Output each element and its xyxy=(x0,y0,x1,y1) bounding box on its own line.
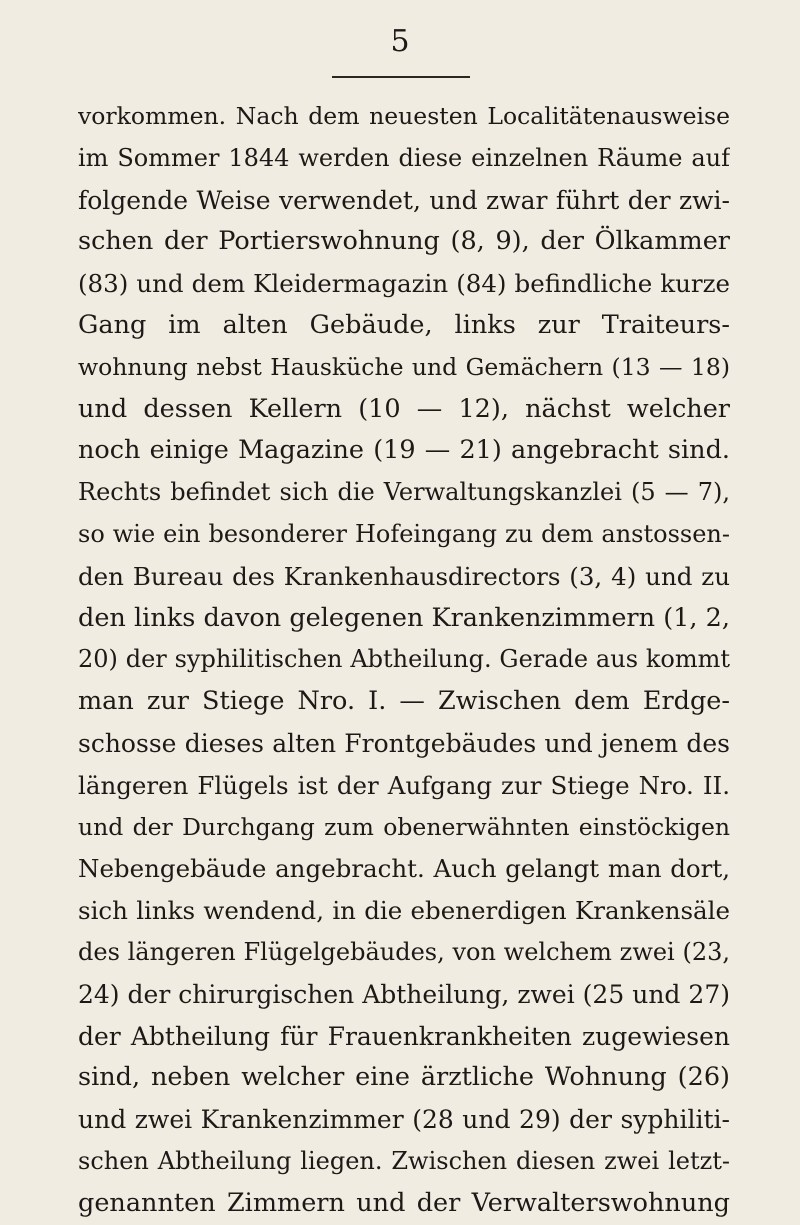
text-line: im Sommer 1844 werden diese einzelnen Räume auf xyxy=(78,143,730,172)
body-text xyxy=(78,96,730,1225)
text-line: und zwei Krankenzimmer (28 und 29) der syphiliti- xyxy=(78,1105,730,1135)
text-line: so wie ein besonderer Hofeingang zu dem anstossen- xyxy=(78,519,730,548)
text-line: genannten Zimmern und der Verwalterswohnung xyxy=(78,1187,730,1218)
text-line: und dessen Kellern (10 — 12), nächst welcher xyxy=(78,393,730,424)
text-line: längeren Flügels ist der Aufgang zur Stiege Nro. II. xyxy=(78,770,730,800)
text-line: Rechts befindet sich die Verwaltungskanzlei (5 — 7), xyxy=(78,478,730,507)
text-line: den links davon gelegenen Krankenzimmern (1, 2, xyxy=(78,602,730,633)
text-line: (83) und dem Kleidermagazin (84) befindliche kurze xyxy=(78,269,730,299)
text-line: noch einige Magazine (19 — 21) angebracht sind. xyxy=(78,435,730,466)
text-line: und der Durchgang zum obenerwähnten einstöckigen xyxy=(78,812,730,841)
text-line: sind, neben welcher eine ärztliche Wohnung (26) xyxy=(78,1062,730,1093)
text-line: schosse dieses alten Frontgebäudes und jenem des xyxy=(78,728,730,758)
text-line: wohnung nebst Hausküche und Gemächern (13 — 18) xyxy=(78,352,730,381)
header-rule xyxy=(332,76,470,78)
text-line: schen Abtheilung liegen. Zwischen diesen zwei letzt- xyxy=(78,1146,730,1175)
text-line: den Bureau des Krankenhausdirectors (3, 4) und zu xyxy=(78,561,730,591)
text-line: der Abtheilung für Frauenkrankheiten zugewiesen xyxy=(78,1021,730,1051)
text-line: schen der Portierswohnung (8, 9), der Ölkammer xyxy=(78,226,730,257)
text-line: folgende Weise verwendet, und zwar führt der zwi- xyxy=(78,185,730,215)
text-line: sich links wendend, in die ebenerdigen Krankensäle xyxy=(78,896,730,926)
text-line: vorkommen. Nach dem neuesten Localitätenausweise xyxy=(78,102,730,130)
text-line: man zur Stiege Nro. I. — Zwischen dem Erdge- xyxy=(78,686,730,717)
text-line: 24) der chirurgischen Abtheilung, zwei (25 und 27) xyxy=(78,979,730,1009)
text-line: Gang im alten Gebäude, links zur Traiteurs- xyxy=(78,309,730,340)
text-line: 20) der syphilitischen Abtheilung. Gerade aus kommt xyxy=(78,645,730,674)
page-number: 5 xyxy=(390,24,410,59)
text-line: Nebengebäude angebracht. Auch gelangt man dort, xyxy=(78,854,730,884)
text-line: des längeren Flügelgebäudes, von welchem zwei (23, xyxy=(78,937,730,966)
